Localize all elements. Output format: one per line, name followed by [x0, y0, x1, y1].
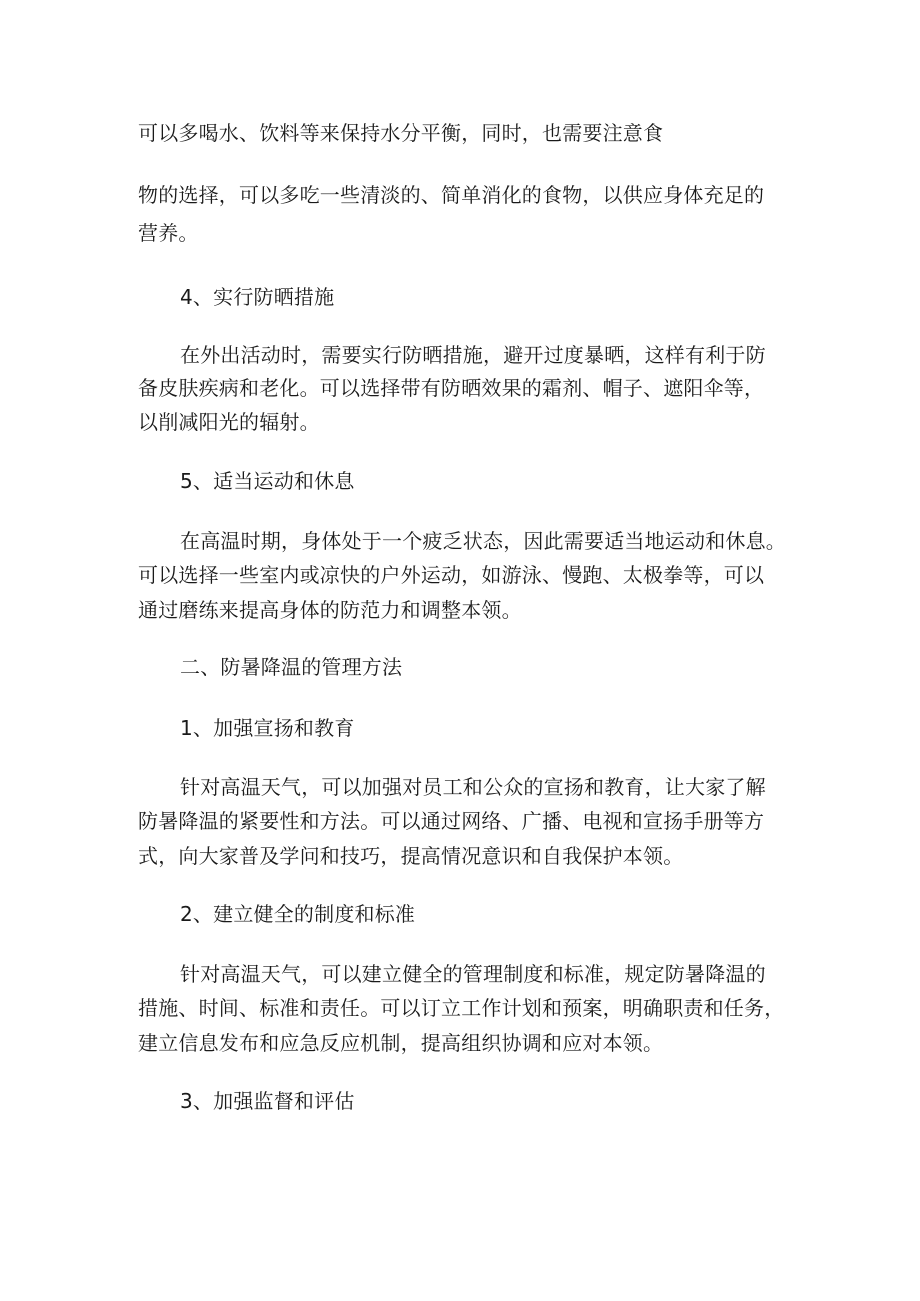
paragraph-line: 物的选择，可以多吃一些清淡的、简单消化的食物，以供应身体充足的	[138, 183, 765, 207]
paragraph-line: 营养。	[138, 221, 199, 245]
subheading-5: 5、适当运动和休息	[180, 469, 355, 493]
subheading-3: 3、加强监督和评估	[180, 1089, 355, 1113]
paragraph-line: 防暑降温的紧要性和方法。可以通过网络、广播、电视和宣扬手册等方	[138, 809, 765, 833]
paragraph-line: 可以多喝水、饮料等来保持水分平衡，同时，也需要注意食	[138, 121, 664, 145]
paragraph-line: 备皮肤疾病和老化。可以选择带有防晒效果的霜剂、帽子、遮阳伞等，	[138, 376, 765, 400]
section-heading: 二、防暑降温的管理方法	[180, 655, 403, 679]
paragraph-line: 可以选择一些室内或凉快的户外运动，如游泳、慢跑、太极拳等，可以	[138, 563, 765, 587]
subheading-1: 1、加强宣扬和教育	[180, 716, 355, 740]
paragraph-line: 通过磨练来提高身体的防范力和调整本领。	[138, 598, 522, 622]
paragraph-line: 在高温时期，身体处于一个疲乏状态，因此需要适当地运动和休息。	[180, 529, 786, 553]
paragraph-line: 针对高温天气，可以加强对员工和公众的宣扬和教育，让大家了解	[180, 775, 766, 799]
paragraph-line: 以削减阳光的辐射。	[138, 410, 320, 434]
paragraph-line: 措施、时间、标准和责任。可以订立工作计划和预案，明确职责和任务，	[138, 996, 785, 1020]
subheading-4: 4、实行防晒措施	[180, 285, 335, 309]
paragraph-line: 式，向大家普及学问和技巧，提高情况意识和自我保护本领。	[138, 844, 684, 868]
paragraph-line: 在外出活动时，需要实行防晒措施，避开过度暴晒，这样有利于防	[180, 343, 766, 367]
paragraph-line: 建立信息发布和应急反应机制，提高组织协调和应对本领。	[138, 1031, 664, 1055]
paragraph-line: 针对高温天气，可以建立健全的管理制度和标准，规定防暑降温的	[180, 962, 766, 986]
subheading-2: 2、建立健全的制度和标准	[180, 902, 416, 926]
